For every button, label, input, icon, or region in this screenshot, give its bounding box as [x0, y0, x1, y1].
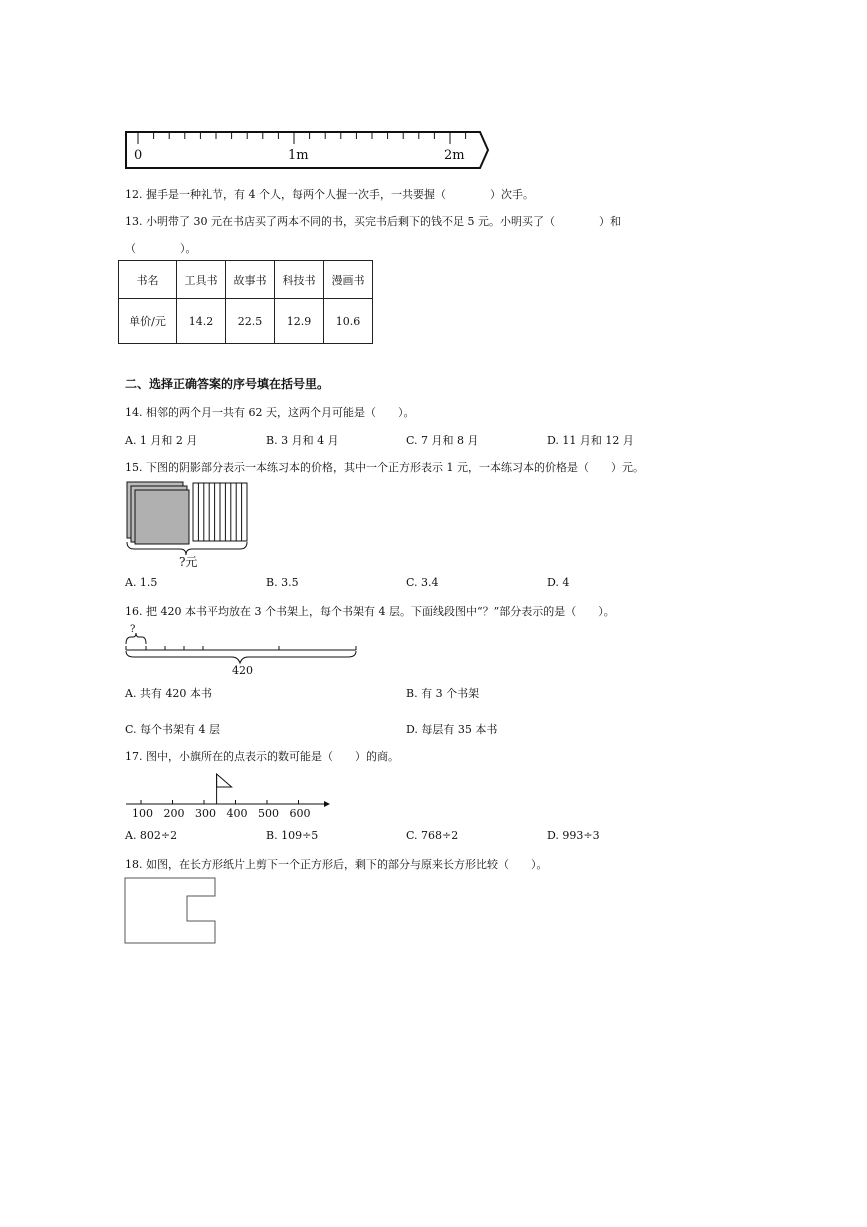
table-cell: 漫画书: [324, 261, 373, 299]
section-title: 二、选择正确答案的序号填在括号里。: [125, 377, 330, 391]
table-cell: 故事书: [226, 261, 275, 299]
segment-diagram: [124, 622, 364, 677]
q14-option-c[interactable]: C. 7 月和 8 月: [406, 434, 479, 447]
segment-total-label: 420: [232, 664, 253, 677]
q15-option-b[interactable]: B. 3.5: [266, 576, 299, 589]
q15-option-d[interactable]: D. 4: [547, 576, 570, 589]
q17-option-a[interactable]: A. 802÷2: [125, 829, 178, 842]
question-13-line2: （ ）。: [125, 242, 197, 255]
ruler-label-0: 0: [134, 148, 143, 163]
number-line-figure: [124, 770, 334, 820]
q16-option-d[interactable]: D. 每层有 35 本书: [406, 723, 498, 736]
axis-label: 600: [289, 807, 311, 820]
table-cell: 14.2: [177, 299, 226, 344]
cut-rectangle-figure: [124, 877, 224, 947]
table-cell: 10.6: [324, 299, 373, 344]
q14-option-d[interactable]: D. 11 月和 12 月: [547, 434, 634, 447]
question-12: 12. 握手是一种礼节，有 4 个人，每两个人握一次手，一共要握（ ）次手。: [125, 188, 534, 201]
q14-option-a[interactable]: A. 1 月和 2 月: [125, 434, 198, 447]
question-14: 14. 相邻的两个月一共有 62 天，这两个月可能是（ ）。: [125, 406, 415, 419]
ruler-label-1m: 1m: [288, 148, 309, 163]
q17-option-d[interactable]: D. 993÷3: [547, 829, 600, 842]
table-cell: 22.5: [226, 299, 275, 344]
axis-label: 300: [195, 807, 216, 820]
question-17: 17. 图中，小旗所在的点表示的数可能是（ ）的商。: [125, 750, 399, 763]
table-cell: 书名: [119, 261, 177, 299]
segment-question-mark: ?: [130, 624, 136, 635]
q17-option-c[interactable]: C. 768÷2: [406, 829, 459, 842]
table-header-row: [119, 261, 373, 299]
axis-label: 500: [258, 807, 279, 820]
question-16: 16. 把 420 本书平均放在 3 个书架上，每个书架有 4 层。下面线段图中“？”部分表示的是（ ）。: [125, 605, 615, 618]
book-price-table: [118, 260, 373, 344]
table-cell: 科技书: [275, 261, 324, 299]
axis-label: 100: [132, 807, 153, 820]
q16-option-b[interactable]: B. 有 3 个书架: [406, 687, 480, 700]
ruler-label-2m: 2m: [444, 148, 465, 163]
table-cell: 工具书: [177, 261, 226, 299]
q15-option-c[interactable]: C. 3.4: [406, 576, 439, 589]
q17-option-b[interactable]: B. 109÷5: [266, 829, 319, 842]
axis-label: 400: [226, 807, 248, 820]
q15-option-a[interactable]: A. 1.5: [125, 576, 158, 589]
price-squares-figure: [124, 480, 254, 570]
flag-icon: [217, 774, 232, 787]
question-15: 15. 下图的阴影部分表示一本练习本的价格，其中一个正方形表示 1 元，一本练习本的价格是（ ）元。: [125, 461, 644, 474]
table-row: [119, 299, 373, 344]
ruler-figure: [124, 128, 494, 173]
q16-option-a[interactable]: A. 共有 420 本书: [125, 687, 212, 700]
q14-option-b[interactable]: B. 3 月和 4 月: [266, 434, 339, 447]
question-13-line1: 13. 小明带了 30 元在书店买了两本不同的书，买完书后剩下的钱不足 5 元。小明买了（ ）和: [125, 215, 621, 228]
question-18: 18. 如图，在长方形纸片上剪下一个正方形后，剩下的部分与原来长方形比较（ ）。: [125, 858, 548, 871]
table-cell: 单价/元: [119, 299, 177, 344]
table-cell: 12.9: [275, 299, 324, 344]
price-brace-label: ?元: [179, 555, 198, 569]
q16-option-c[interactable]: C. 每个书架有 4 层: [125, 723, 221, 736]
axis-label: 200: [163, 807, 185, 820]
